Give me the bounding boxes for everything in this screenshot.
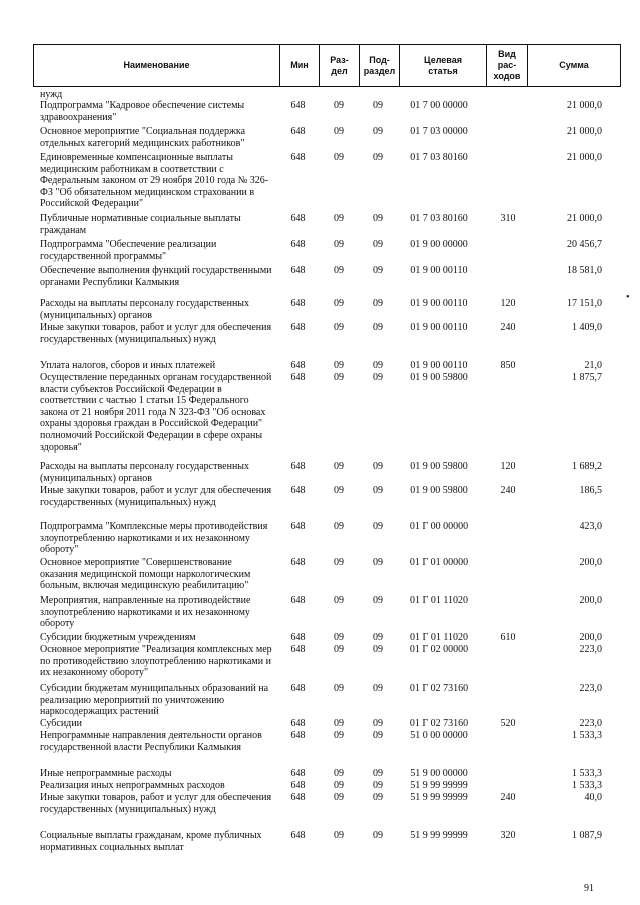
cell-sum: 1 087,9 <box>572 830 602 841</box>
cell-name: Непрограммные направления деятельности органов государственной власти Республики Калмыкия <box>40 730 262 753</box>
cell-rz: 09 <box>334 322 344 333</box>
cell-min: 648 <box>290 730 306 741</box>
cell-sum: 223,0 <box>579 644 602 655</box>
cell-pr: 09 <box>373 485 383 496</box>
cell-sum: 1 689,2 <box>572 461 602 472</box>
cell-min: 648 <box>290 632 306 643</box>
cell-rz: 09 <box>334 126 344 137</box>
cell-min: 648 <box>290 830 306 841</box>
cell-min: 648 <box>290 152 306 163</box>
cell-min: 648 <box>290 239 306 250</box>
cell-sum: 200,0 <box>579 595 602 606</box>
cell-vid: 520 <box>500 718 516 729</box>
cell-sum: 21 000,0 <box>567 213 602 224</box>
cell-rz: 09 <box>334 372 344 383</box>
cell-pr: 09 <box>373 100 383 111</box>
cell-tgt: 01 Г 02 00000 <box>409 644 469 655</box>
cell-rz: 09 <box>334 461 344 472</box>
cell-rz: 09 <box>334 100 344 111</box>
cell-name: Социальные выплаты гражданам, кроме публичных нормативных социальных выплат <box>40 830 262 853</box>
cell-rz: 09 <box>334 298 344 309</box>
cell-rz: 09 <box>334 644 344 655</box>
header-razdel: Раз- дел <box>319 45 359 86</box>
cell-rz: 09 <box>334 792 344 803</box>
cell-vid: 310 <box>500 213 516 224</box>
cell-min: 648 <box>290 780 306 791</box>
cell-rz: 09 <box>334 632 344 643</box>
cell-pr: 09 <box>373 126 383 137</box>
cell-rz: 09 <box>334 595 344 606</box>
cell-rz: 09 <box>334 485 344 496</box>
cell-min: 648 <box>290 521 306 532</box>
cell-sum: 200,0 <box>579 632 602 643</box>
cell-min: 648 <box>290 595 306 606</box>
cell-name: Иные закупки товаров, работ и услуг для обеспечения государственных (муниципальных) нужд <box>40 322 272 345</box>
page-number: 91 <box>584 883 594 894</box>
cell-min: 648 <box>290 100 306 111</box>
cell-vid: 320 <box>500 830 516 841</box>
cell-pr: 09 <box>373 644 383 655</box>
cell-vid: 120 <box>500 461 516 472</box>
cell-tgt: 01 9 00 00110 <box>410 298 468 309</box>
cell-pr: 09 <box>373 322 383 333</box>
cell-sum: 223,0 <box>579 683 602 694</box>
cell-rz: 09 <box>334 683 344 694</box>
cell-sum: 21 000,0 <box>567 100 602 111</box>
cell-sum: 40,0 <box>584 792 602 803</box>
cell-pr: 09 <box>373 521 383 532</box>
cell-sum: 1 875,7 <box>572 372 602 383</box>
cell-tgt: 01 Г 01 11020 <box>410 632 468 643</box>
cell-name: Подпрограмма "Обеспечение реализации государственной программы" <box>40 239 217 262</box>
cell-min: 648 <box>290 485 306 496</box>
cell-tgt: 51 9 99 99999 <box>410 780 468 791</box>
cell-name: нужд <box>40 89 63 100</box>
cell-name: Подпрограмма "Комплексные меры противодействия злоупотреблению наркотиками и их незаконному обороту" <box>40 521 268 556</box>
cell-min: 648 <box>290 718 306 729</box>
cell-vid: 850 <box>500 360 516 371</box>
cell-sum: 17 151,0 <box>567 298 602 309</box>
cell-name: Субсидии бюджетным учреждениям <box>40 632 196 643</box>
cell-sum: 21 000,0 <box>567 126 602 137</box>
cell-name: Публичные нормативные социальные выплаты гражданам <box>40 213 241 236</box>
cell-tgt: 01 9 00 00110 <box>410 360 468 371</box>
cell-tgt: 01 7 03 80160 <box>410 152 468 163</box>
cell-tgt: 01 7 03 80160 <box>410 213 468 224</box>
cell-min: 648 <box>290 322 306 333</box>
cell-vid: 240 <box>500 485 516 496</box>
cell-min: 648 <box>290 461 306 472</box>
cell-pr: 09 <box>373 372 383 383</box>
header-sum: Сумма <box>527 45 620 86</box>
cell-sum: 223,0 <box>579 718 602 729</box>
cell-min: 648 <box>290 126 306 137</box>
header-vid: Вид рас- ходов <box>486 45 527 86</box>
cell-rz: 09 <box>334 265 344 276</box>
cell-tgt: 01 9 00 00110 <box>410 322 468 333</box>
cell-rz: 09 <box>334 213 344 224</box>
cell-pr: 09 <box>373 730 383 741</box>
cell-tgt: 51 9 99 99999 <box>410 792 468 803</box>
cell-min: 648 <box>290 557 306 568</box>
cell-pr: 09 <box>373 298 383 309</box>
cell-name: Субсидии бюджетам муниципальных образований на реализацию мероприятий по уничтожению наркосодержащих растений <box>40 683 269 718</box>
cell-sum: 1 409,0 <box>572 322 602 333</box>
cell-vid: 240 <box>500 792 516 803</box>
cell-rz: 09 <box>334 557 344 568</box>
cell-name: Мероприятия, направленные на противодействие злоупотреблению наркотиками и их незаконному обороту <box>40 595 251 630</box>
cell-name: Подпрограмма "Кадровое обеспечение системы здравоохранения" <box>40 100 245 123</box>
cell-sum: 423,0 <box>579 521 602 532</box>
cell-pr: 09 <box>373 780 383 791</box>
cell-sum: 186,5 <box>579 485 602 496</box>
cell-pr: 09 <box>373 792 383 803</box>
cell-pr: 09 <box>373 595 383 606</box>
cell-pr: 09 <box>373 632 383 643</box>
cell-name: Основное мероприятие "Совершенствование оказания медицинской помощи наркологическим больным, включая медицинскую реабилитацию" <box>40 557 251 592</box>
cell-tgt: 01 7 00 00000 <box>410 100 468 111</box>
cell-min: 648 <box>290 683 306 694</box>
cell-rz: 09 <box>334 830 344 841</box>
cell-tgt: 01 9 00 59800 <box>410 461 468 472</box>
cell-name: Иные непрограммные расходы <box>40 768 172 779</box>
cell-tgt: 01 Г 01 11020 <box>410 595 468 606</box>
cell-rz: 09 <box>334 718 344 729</box>
margin-mark: • <box>626 292 630 303</box>
cell-rz: 09 <box>334 730 344 741</box>
cell-min: 648 <box>290 298 306 309</box>
cell-rz: 09 <box>334 780 344 791</box>
cell-pr: 09 <box>373 461 383 472</box>
cell-sum: 1 533,3 <box>572 780 602 791</box>
cell-pr: 09 <box>373 213 383 224</box>
cell-name: Уплата налогов, сборов и иных платежей <box>40 360 216 371</box>
cell-min: 648 <box>290 265 306 276</box>
cell-name: Основное мероприятие "Реализация комплексных мер по противодействию злоупотреблению наркотиками и их незаконному обороту" <box>40 644 272 679</box>
cell-sum: 1 533,3 <box>572 730 602 741</box>
cell-pr: 09 <box>373 265 383 276</box>
cell-name: Расходы на выплаты персоналу государственных (муниципальных) органов <box>40 461 250 484</box>
cell-name: Обеспечение выполнения функций государственными органами Республики Калмыкия <box>40 265 272 288</box>
cell-tgt: 01 Г 00 00000 <box>409 521 469 532</box>
cell-sum: 1 533,3 <box>572 768 602 779</box>
cell-sum: 21 000,0 <box>567 152 602 163</box>
cell-pr: 09 <box>373 239 383 250</box>
cell-tgt: 01 9 00 59800 <box>410 372 468 383</box>
cell-pr: 09 <box>373 768 383 779</box>
cell-rz: 09 <box>334 360 344 371</box>
cell-rz: 09 <box>334 152 344 163</box>
cell-name: Иные закупки товаров, работ и услуг для обеспечения государственных (муниципальных) нужд <box>40 485 272 508</box>
cell-tgt: 01 9 00 59800 <box>410 485 468 496</box>
cell-pr: 09 <box>373 830 383 841</box>
cell-min: 648 <box>290 360 306 371</box>
cell-tgt: 01 9 00 00000 <box>410 239 468 250</box>
cell-rz: 09 <box>334 521 344 532</box>
cell-vid: 610 <box>500 632 516 643</box>
cell-sum: 200,0 <box>579 557 602 568</box>
cell-vid: 120 <box>500 298 516 309</box>
cell-tgt: 01 Г 02 73160 <box>409 683 469 694</box>
cell-sum: 20 456,7 <box>567 239 602 250</box>
cell-min: 648 <box>290 372 306 383</box>
cell-tgt: 01 Г 01 00000 <box>409 557 469 568</box>
cell-pr: 09 <box>373 718 383 729</box>
cell-name: Единовременные компенсационные выплаты медицинским работникам в соответствии с Федеральным законом от 29 ноября 2010 года № 326-ФЗ "Об обязательном медицинском страховании в Российской Федерации" <box>40 152 269 210</box>
cell-rz: 09 <box>334 239 344 250</box>
cell-name: Расходы на выплаты персоналу государственных (муниципальных) органов <box>40 298 250 321</box>
cell-min: 648 <box>290 792 306 803</box>
cell-pr: 09 <box>373 360 383 371</box>
cell-tgt: 51 0 00 00000 <box>410 730 468 741</box>
cell-name: Субсидии <box>40 718 82 729</box>
header-name: Наименование <box>123 60 190 70</box>
cell-sum: 21,0 <box>584 360 602 371</box>
cell-pr: 09 <box>373 557 383 568</box>
cell-tgt: 51 9 99 99999 <box>410 830 468 841</box>
cell-name: Основное мероприятие "Социальная поддержка отдельных категорий медицинских работников" <box>40 126 246 149</box>
cell-pr: 09 <box>373 152 383 163</box>
cell-pr: 09 <box>373 683 383 694</box>
cell-tgt: 01 7 03 00000 <box>410 126 468 137</box>
header-min: Мин <box>279 45 319 86</box>
cell-vid: 240 <box>500 322 516 333</box>
cell-name: Осуществление переданных органам государственной власти субъектов Российской Федерации в соответствии с частью 1 статьи 15 Федерального закона от 21 ноября 2011 года N 323-ФЗ "Об основах охраны здоровья граждан в Российской Федерации" полномочий Российской Федерации в сфере охраны здоровья" <box>40 372 272 453</box>
cell-tgt: 01 9 00 00110 <box>410 265 468 276</box>
header-target: Целевая статья <box>399 45 486 86</box>
cell-name: Реализация иных непрограммных расходов <box>40 780 225 791</box>
cell-tgt: 01 Г 02 73160 <box>409 718 469 729</box>
cell-min: 648 <box>290 644 306 655</box>
cell-name: Иные закупки товаров, работ и услуг для обеспечения государственных (муниципальных) нужд <box>40 792 272 815</box>
cell-tgt: 51 9 00 00000 <box>410 768 468 779</box>
cell-sum: 18 581,0 <box>567 265 602 276</box>
cell-min: 648 <box>290 213 306 224</box>
cell-rz: 09 <box>334 768 344 779</box>
cell-min: 648 <box>290 768 306 779</box>
header-podrazdel: Под- раздел <box>359 45 399 86</box>
